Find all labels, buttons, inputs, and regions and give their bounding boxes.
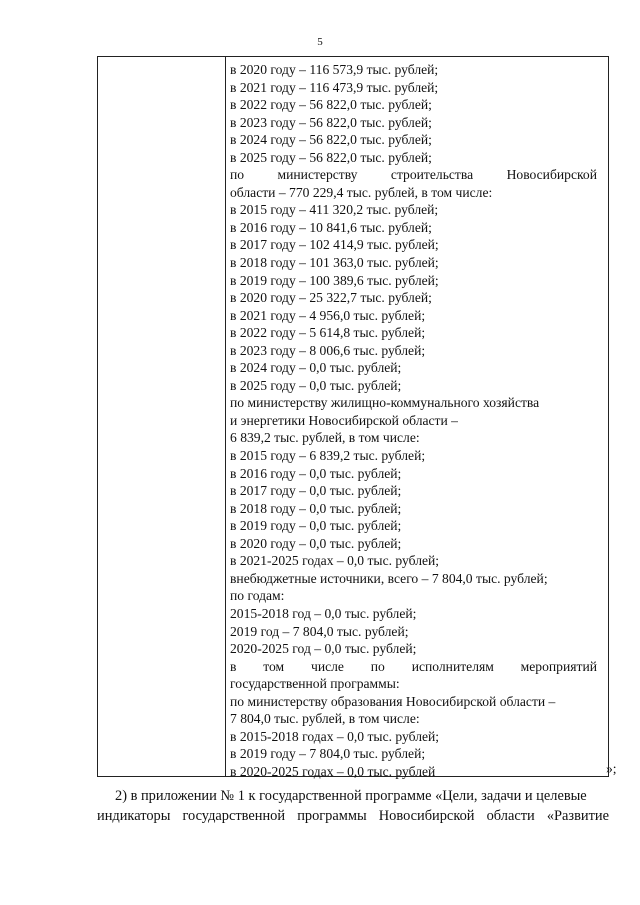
word: государственной — [182, 808, 286, 824]
cell-line: 7 804,0 тыс. рублей, в том числе: — [230, 711, 420, 727]
word: строительства — [390, 167, 474, 183]
cell-line: по годам: — [230, 588, 285, 604]
cell-line: в 2018 году – 101 363,0 тыс. рублей; — [230, 255, 439, 271]
cell-line: в 2024 году – 0,0 тыс. рублей; — [230, 360, 402, 376]
cell-line: в 2018 году – 0,0 тыс. рублей; — [230, 500, 402, 516]
cell-line: в 2025 году – 56 822,0 тыс. рублей; — [230, 149, 432, 165]
cell-line: в 2015 году – 411 320,2 тыс. рублей; — [230, 202, 439, 218]
word: Новосибирской — [506, 167, 597, 183]
amendment-paragraph — [97, 786, 609, 826]
cell-line: и энергетики Новосибирской области – — [230, 412, 458, 428]
paragraph-line: 2) в приложении № 1 к государственной программе «Цели, задачи и целевые — [115, 788, 587, 804]
table-column-divider — [225, 56, 226, 777]
word: министерству — [277, 167, 358, 183]
cell-line: в 2015-2018 годах – 0,0 тыс. рублей; — [230, 728, 440, 744]
cell-line: 2020-2025 год – 0,0 тыс. рублей; — [230, 641, 417, 657]
cell-line: в 2016 году – 10 841,6 тыс. рублей; — [230, 219, 432, 235]
cell-line: 2015-2018 год – 0,0 тыс. рублей; — [230, 605, 417, 621]
word: в — [230, 658, 237, 674]
cell-line: в 2023 году – 56 822,0 тыс. рублей; — [230, 114, 432, 130]
cell-line: в 2025 году – 0,0 тыс. рублей; — [230, 377, 402, 393]
cell-line: 2019 год – 7 804,0 тыс. рублей; — [230, 623, 409, 639]
cell-line: в 2022 году – 56 822,0 тыс. рублей; — [230, 97, 432, 113]
cell-line: в 2019 году – 7 804,0 тыс. рублей; — [230, 746, 426, 762]
cell-line: 6 839,2 тыс. рублей, в том числе: — [230, 430, 420, 446]
word: индикаторы — [97, 808, 171, 824]
cell-line: в 2016 году – 0,0 тыс. рублей; — [230, 465, 402, 481]
word: числе — [310, 658, 344, 674]
cell-line: по министерству образования Новосибирской области – — [230, 693, 556, 709]
cell-line: в 2020 году – 116 573,9 тыс. рублей; — [230, 62, 439, 77]
cell-line: в 2019 году – 0,0 тыс. рублей; — [230, 518, 402, 534]
word: мероприятий — [520, 658, 597, 674]
cell-line: государственной программы: — [230, 676, 400, 692]
cell-line: по министерству жилищно-коммунального хозяйства — [230, 395, 540, 411]
cell-line: области – 770 229,4 тыс. рублей, в том числе: — [230, 184, 493, 200]
word: том — [263, 658, 285, 674]
cell-line — [230, 658, 597, 676]
cell-line: в 2022 году – 5 614,8 тыс. рублей; — [230, 325, 426, 341]
word: области — [486, 808, 535, 824]
cell-line: в 2023 году – 8 006,6 тыс. рублей; — [230, 342, 426, 358]
closing-quote-mark: »; — [606, 761, 617, 776]
word: Новосибирской — [378, 808, 475, 824]
cell-line: в 2015 году – 6 839,2 тыс. рублей; — [230, 448, 426, 464]
word: по — [230, 167, 245, 183]
cell-line: в 2019 году – 100 389,6 тыс. рублей; — [230, 272, 439, 288]
word: по — [370, 658, 385, 674]
cell-line — [230, 166, 597, 184]
cell-line: внебюджетные источники, всего – 7 804,0 тыс. рублей; — [230, 570, 548, 586]
cell-line: в 2021-2025 годах – 0,0 тыс. рублей; — [230, 553, 440, 569]
cell-line: в 2020-2025 годах – 0,0 тыс. рублей — [230, 763, 436, 779]
cell-line: в 2021 году – 116 473,9 тыс. рублей; — [230, 79, 439, 95]
word: «Развитие — [546, 808, 609, 824]
cell-line: в 2020 году – 25 322,7 тыс. рублей; — [230, 290, 432, 306]
page-number: 5 — [317, 36, 323, 48]
paragraph-line — [97, 806, 609, 826]
cell-line: в 2017 году – 102 414,9 тыс. рублей; — [230, 237, 439, 253]
funding-text-cell — [230, 61, 597, 780]
cell-line: в 2024 году – 56 822,0 тыс. рублей; — [230, 132, 432, 148]
cell-line: в 2020 году – 0,0 тыс. рублей; — [230, 535, 402, 551]
word: программы — [297, 808, 367, 824]
word: исполнителям — [411, 658, 494, 674]
cell-line: в 2021 году – 4 956,0 тыс. рублей; — [230, 307, 426, 323]
cell-line: в 2017 году – 0,0 тыс. рублей; — [230, 483, 402, 499]
